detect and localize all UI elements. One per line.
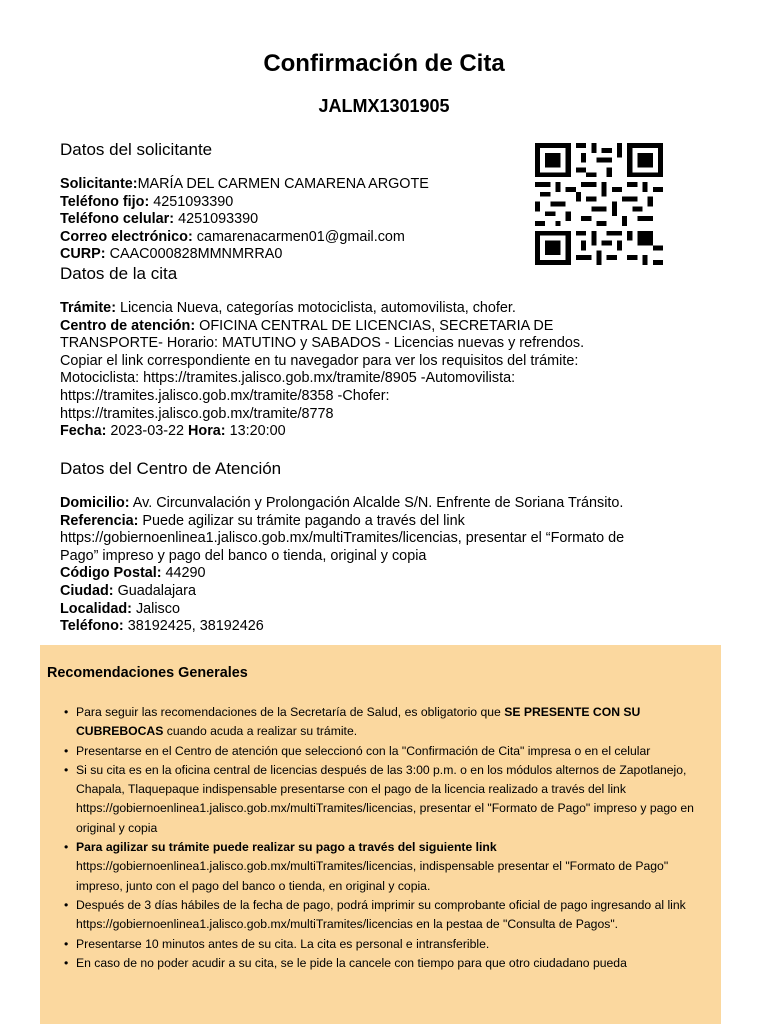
list-item: • Si su cita es en la oficina central de licencias después de las 3:00 p.m. o en los módulos alternos de Zapotlanejo, Chapala, Tlaquepaque indispensable presentarse con el pago de la licencia realizado a través del link https://gobiernoenlinea1.jalisco.gob.mx/multiTramites/licencias, presentar el "Formato de Pago" impreso y pago en original y copia bbox=[76, 761, 716, 838]
list-item bbox=[76, 703, 716, 742]
applicant-heading: Datos del solicitante bbox=[60, 140, 213, 159]
recommendations-heading: Recomendaciones Generales bbox=[47, 665, 248, 681]
service-center-line-2: TRANSPORTE- Horario: MATUTINO y SABADOS - Licencias nuevas y refrendos. bbox=[60, 335, 585, 352]
locality-label: Localidad: bbox=[60, 600, 132, 617]
service-center-line-6: https://tramites.jalisco.gob.mx/tramite/8778 bbox=[60, 405, 334, 422]
mobile-value: 4251093390 bbox=[178, 211, 259, 228]
page-title: Confirmación de Cita bbox=[263, 50, 505, 77]
phone-value: 38192425, 38192426 bbox=[127, 618, 264, 635]
list-item-emphasis: Para agilizar su trámite puede realizar su pago a través del siguiente link bbox=[76, 840, 497, 855]
procedure-label: Trámite: bbox=[60, 300, 116, 316]
appointment-folio: JALMX1301905 bbox=[318, 96, 450, 116]
postal-code-label: Código Postal: bbox=[60, 565, 162, 582]
time-label: Hora: bbox=[188, 423, 226, 440]
curp-value: CAAC000828MMNMRRA0 bbox=[109, 246, 283, 263]
service-center-line-5: https://tramites.jalisco.gob.mx/tramite/8358 -Chofer: bbox=[60, 387, 390, 404]
reference-line-3: Pago” impreso y pago del banco o tienda, original y copia bbox=[60, 547, 427, 564]
recommendations-panel bbox=[40, 645, 721, 1024]
service-center-label: Centro de atención: bbox=[60, 317, 196, 334]
list-item bbox=[76, 838, 716, 896]
list-item-emphasis: SE PRESENTE CON SU CUBREBOCAS bbox=[76, 705, 641, 739]
service-center-line-3: Copiar el link correspondiente en tu navegador para ver los requisitos del trámite: bbox=[60, 352, 579, 369]
curp-label: CURP: bbox=[60, 246, 106, 263]
landline-label: Teléfono fijo: bbox=[60, 193, 150, 210]
address-label: Domicilio: bbox=[60, 495, 130, 511]
applicant-name-label: Solicitante: bbox=[60, 176, 138, 192]
appointment-heading: Datos de la cita bbox=[60, 264, 178, 283]
city-label: Ciudad: bbox=[60, 582, 114, 599]
service-center-line-4: Motociclista: https://tramites.jalisco.gob.mx/tramite/8905 -Automovilista: bbox=[60, 370, 516, 387]
date-value: 2023-03-22 bbox=[110, 423, 185, 440]
date-label: Fecha: bbox=[60, 423, 107, 440]
mobile-label: Teléfono celular: bbox=[60, 211, 175, 228]
reference-line-1: Puede agilizar su trámite pagando a través del link bbox=[142, 512, 465, 529]
service-center-line-1: OFICINA CENTRAL DE LICENCIAS, SECRETARIA DE bbox=[199, 317, 554, 334]
landline-value: 4251093390 bbox=[153, 193, 234, 210]
applicant-details bbox=[60, 176, 680, 264]
list-item: • Después de 3 días hábiles de la fecha de pago, podrá imprimir su comprobante oficial de pago ingresando al link https://gobiernoenlinea1.jalisco.gob.mx/multiTramites/licencias en la pestaa de "Consulta de Pagos". bbox=[76, 896, 716, 935]
city-value: Guadalajara bbox=[117, 582, 196, 599]
appointment-details bbox=[60, 300, 680, 441]
time-value: 13:20:00 bbox=[229, 423, 286, 440]
phone-label: Teléfono: bbox=[60, 618, 124, 635]
list-item-text: cuando acuda a realizar su trámite. bbox=[163, 724, 358, 739]
applicant-name: MARÍA DEL CARMEN CAMARENA ARGOTE bbox=[137, 176, 429, 192]
recommendations-list bbox=[40, 703, 716, 973]
reference-label: Referencia: bbox=[60, 512, 139, 529]
procedure-value: Licencia Nueva, categorías motociclista, automovilista, chofer. bbox=[119, 300, 516, 316]
list-item: • Presentarse en el Centro de atención que seleccionó con la "Confirmación de Cita" impresa o en el celular bbox=[76, 742, 716, 761]
list-item-text: https://gobiernoenlinea1.jalisco.gob.mx/multiTramites/licencias, indispensable presentar el "Formato de Pago" impreso, junto con el pago del banco o tienda, en original y copia. bbox=[76, 859, 669, 893]
center-details bbox=[60, 495, 680, 636]
address-value: Av. Circunvalación y Prolongación Alcalde S/N. Enfrente de Soriana Tránsito. bbox=[132, 495, 624, 511]
list-item-text: Para seguir las recomendaciones de la Secretaría de Salud, es obligatorio que bbox=[76, 705, 505, 719]
locality-value: Jalisco bbox=[135, 600, 180, 617]
email-value: camarenacarmen01@gmail.com bbox=[196, 228, 405, 245]
center-heading: Datos del Centro de Atención bbox=[60, 459, 282, 478]
list-item: • Presentarse 10 minutos antes de su cita. La cita es personal e intransferible. bbox=[76, 935, 716, 954]
reference-line-2: https://gobiernoenlinea1.jalisco.gob.mx/multiTramites/licencias, presentar el “Formato de bbox=[60, 530, 625, 547]
list-item: • En caso de no poder acudir a su cita, se le pide la cancele con tiempo para que otro ciudadano pueda bbox=[76, 954, 716, 973]
email-label: Correo electrónico: bbox=[60, 228, 193, 245]
postal-code-value: 44290 bbox=[165, 565, 206, 582]
